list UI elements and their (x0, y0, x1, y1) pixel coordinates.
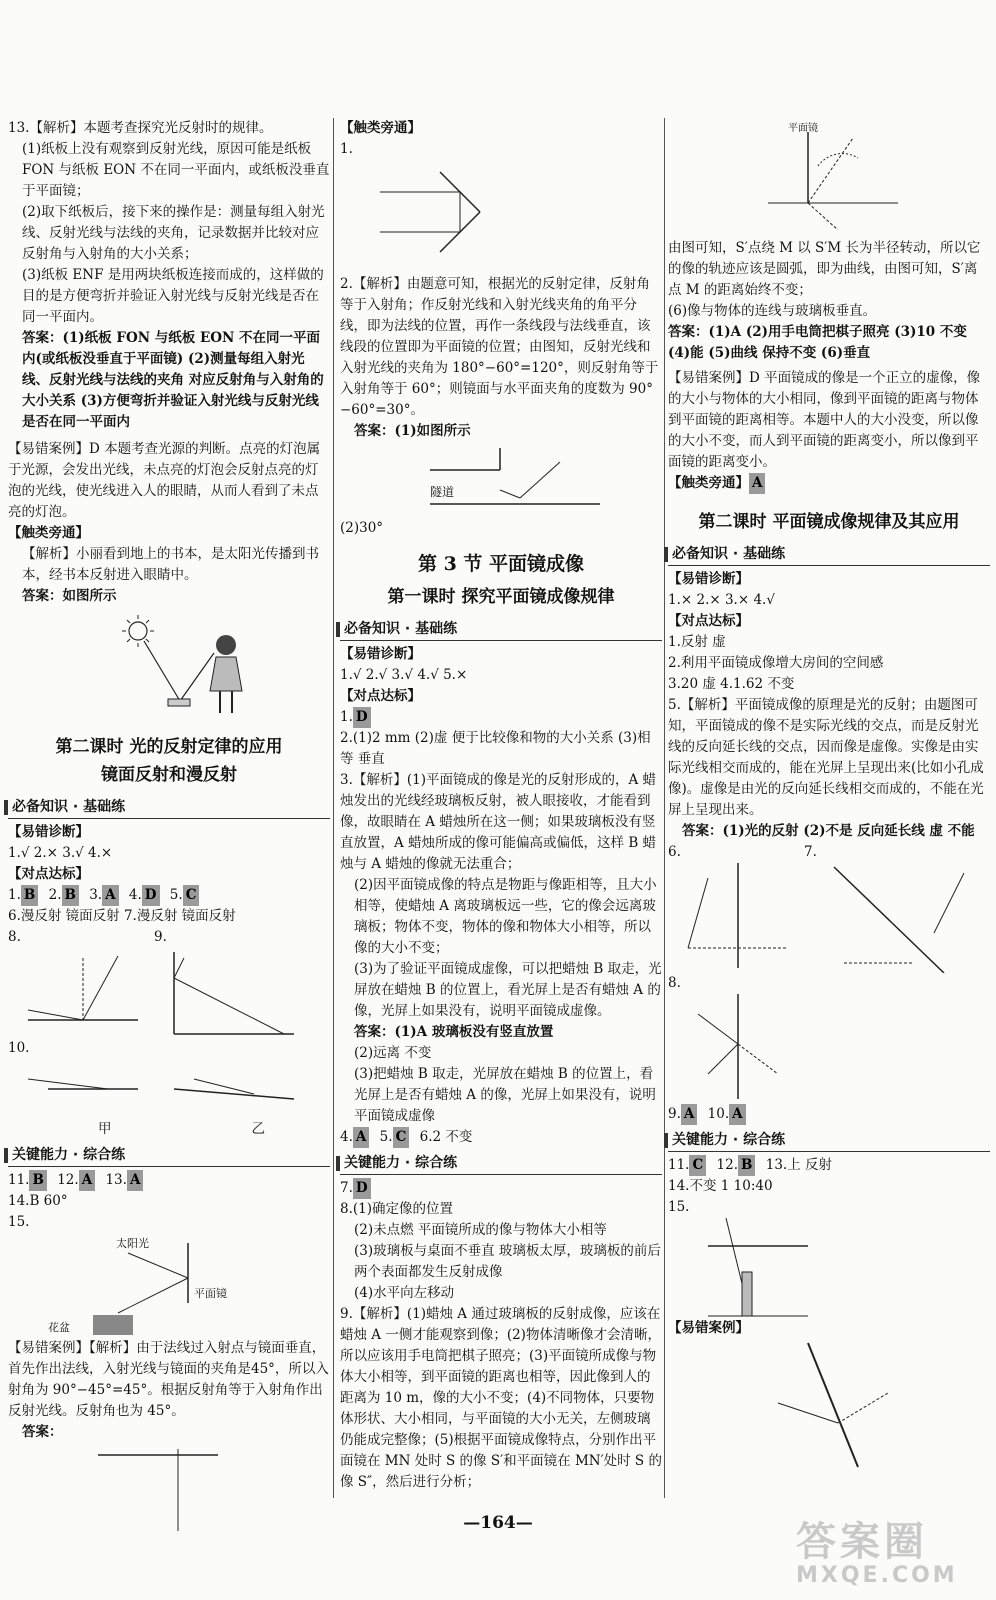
q13-line: (1)纸板上没有观察到反射光线，原因可能是纸板 FON 与纸板 EON 不在同一平面内，或纸板没垂直于平面镜； (22, 141, 330, 199)
q13-line: (2)取下纸板后，接下来的操作是：测量每组入射光线、反射光线与法线的夹角，记录数据并比较对应反射角与入射角的大小关系； (22, 204, 325, 262)
error-case2-title: 【易错案例】 (668, 1320, 749, 1336)
section-key: 关键能力 · 综合练 (668, 1130, 990, 1152)
q1-4-line: 1.反射 虚 (668, 634, 726, 650)
q1-label: 1. (340, 141, 353, 157)
q8-figure (8, 948, 148, 1038)
watermark (796, 1520, 986, 1590)
p1: 由图可知，S′点绕 M 以 S′M 长为半径转动，所以它的像的轨迹应该是圆弧，即为曲线，由图可知，S′离点 M 的距离始终不变； (668, 240, 981, 298)
error-case2: 【易错案例】【解析】由于法线过入射点与镜面垂直，首先作出法线，入射光线与镜面的夹角是45°，所以入射角为 90°−45°=45°。根据反射角等于入射角作出反射光线。反射角也为 45°。 (8, 1340, 329, 1419)
error-case2-figure (668, 1339, 990, 1469)
fig10-label-b: 乙 (251, 1121, 265, 1137)
column-divider-2 (664, 118, 665, 1498)
q2-text: 2.【解析】由题意可知，根据光的反射定律，反射角等于入射角；作反射光线和入射光线夹角的角平分线，即为法线的位置，再作一条线段与法线垂直，该线段的位置即为平面镜的位置；由图知，反射光线和入射光线的夹角为 180°−60°=120°，则反射角等于入射角等于 60°；则镜面与水平面夹角的度数为 90°−60°=30°。 (340, 276, 659, 418)
section-basic: 必备知识 · 基础练 (340, 619, 662, 641)
error-case: 【易错案例】D 平面镜成的像是一个正立的虚像，像的大小与物体的大小相同，像到平面镜的距离与物体到平面镜的距离相等。本题中人的大小没变，所以像的大小不变，而人到平面镜的距离变小，所以像到平面镜的距离变小。 (668, 370, 981, 470)
fig10-label-a: 甲 (98, 1121, 112, 1137)
answer: 答案：(1)A (2)用手电筒把棋子照亮 (3)10 不变 (4)能 (5)曲线 保持不变 (6)垂直 (668, 324, 967, 361)
section-key: 关键能力 · 综合练 (8, 1145, 330, 1167)
q7-answer: 7. D (340, 1178, 662, 1199)
q7-figure (804, 863, 974, 973)
lesson2-title-line2: 镜面反射和漫反射 (101, 765, 237, 785)
q2-answer: 答案：(1)如图所示 (354, 423, 471, 439)
q14-answer: 14.B 60° (8, 1193, 68, 1209)
q14-answer: 14.不变 1 10:40 (668, 1178, 773, 1194)
mc-answers-row: 1. B 2. B 3. A 4. D 5. C (8, 885, 330, 906)
lesson1-title: 第一课时 探究平面镜成像规律 (387, 587, 615, 607)
q15-figure (38, 1233, 288, 1338)
column-right (668, 118, 990, 1469)
q13-line: 13.【解析】本题考查探究光反射时的规律。 (8, 120, 273, 136)
easy-diag-answers: 1.× 2.× 3.× 4.√ (668, 592, 775, 608)
section-basic: 必备知识 · 基础练 (8, 797, 330, 819)
q3-answer: (3)把蜡烛 B 取走，光屏放在蜡烛 B 的位置上，看光屏上是否有蜡烛 A 的像，光屏上如果没有，说明平面镜成虚像 (354, 1066, 656, 1124)
q1-4-line: 2.利用平面镜成像增大房间的空间感 (668, 655, 884, 671)
q8-label: 8. (8, 929, 21, 945)
error-case: 【易错案例】D 本题考查光源的判断。点亮的灯泡属于光源，会发出光线，未点亮的灯泡会反射点亮的灯泡的光线，使光线进入人的眼睛，从而人看到了未点亮的灯泡。 (8, 441, 321, 520)
touch-text: 【解析】小丽看到地上的书本，是太阳光传播到书本，经书本反射进入眼睛中。 (22, 546, 319, 583)
q6-figure (668, 863, 798, 973)
q13-line: (3)纸板 ENF 是用两块纸板连接而成的，这样做的目的是方便弯折并验证入射光线与反射光线是否在同一平面内。 (22, 267, 324, 325)
touch-title: 【触类旁通】 (340, 120, 421, 136)
mc-answers-row2: 11. C 12. B 13.上 反射 (668, 1155, 990, 1176)
touch-answer: 答案：如图所示 (22, 588, 117, 604)
touch: 【触类旁通】 A (668, 473, 990, 494)
fig15-sun-label: 太阳光 (116, 1237, 149, 1250)
easy-diag-title: 【易错诊断】 (8, 824, 89, 840)
mc-answers-row: 9. A 10. A (668, 1104, 990, 1125)
q9-label: 9. (154, 929, 167, 945)
watermark-line2: MXQE.COM (796, 1563, 958, 1588)
q2-tunnel-figure (340, 442, 662, 518)
q8-line: 8.(1)确定像的位置 (340, 1201, 454, 1217)
sun-book-girl-figure (8, 609, 330, 719)
q8-line: (2)未点燃 平面镜所成的像与物体大小相等 (354, 1222, 607, 1238)
fig15-mirror-label: 平面镜 (194, 1287, 227, 1300)
easy-diag-answers: 1.√ 2.√ 3.√ 4.√ 5.× (340, 667, 468, 683)
mc-answers-row: 4. A 5. C 6.2 不变 (340, 1127, 662, 1148)
error-case2-answer: 答案： (22, 1424, 63, 1440)
q8-figure (668, 994, 990, 1104)
q15-figure (668, 1218, 990, 1318)
touch-title: 【触类旁通】 (8, 525, 89, 541)
mc-answers-row2: 11. B 12. A 13. A (8, 1170, 330, 1191)
section-title: 第 3 节 平面镜成像 (417, 553, 585, 575)
q8-line: (3)玻璃板与桌面不垂直 玻璃板太厚，玻璃板的前后两个表面都发生反射成像 (354, 1243, 661, 1280)
q15-label: 15. (8, 1214, 30, 1230)
q5-text: 5.【解析】平面镜成像的原理是光的反射；由题图可知，平面镜成的像不是实际光线的交点，而是反射光线的反向延长线的交点，因而像是虚像。实像是由实际光线相交而成的，能在光屏上呈现出来(比如小孔成像)。虚像是由光的反向延长线相交而成的，不能在光屏上呈现出来。 (668, 697, 984, 818)
q5-answer: 答案：(1)光的反射 (2)不是 反向延长线 虚 不能 (682, 823, 975, 839)
target-title: 【对点达标】 (668, 613, 749, 629)
easy-diag-title: 【易错诊断】 (668, 571, 749, 587)
q9-figure (154, 948, 304, 1038)
column-left (8, 118, 330, 1533)
target-title: 【对点达标】 (8, 866, 89, 882)
q1-figure (340, 162, 662, 272)
q2-answer2: (2)30° (340, 520, 384, 536)
tunnel-label: 隧道 (430, 485, 455, 499)
fig-top-title: 平面镜 (788, 123, 818, 134)
q1-4-line: 3.20 虚 4.1.62 不变 (668, 676, 795, 692)
easy-diag-answers: 1.√ 2.× 3.√ 4.× (8, 845, 113, 861)
q6-label: 6. (668, 844, 681, 860)
q10-figure-a (8, 1059, 148, 1119)
column-divider-1 (333, 118, 334, 1498)
q8-label: 8. (668, 975, 681, 991)
section-key: 关键能力 · 综合练 (340, 1153, 662, 1175)
q3-line: 3.【解析】(1)平面镜成的像是光的反射形成的，A 蜡烛发出的光线经玻璃板反射，被人眼接收，才能看到像，故眼睛在 A 蜡烛所在这一侧；如果玻璃板没有竖直放置，A 蜡烛所成的像可能偏高或偏低，这样 B 蜡烛与 A 蜡烛的像就无法重合； (340, 772, 657, 872)
page-number: —164— (463, 1513, 533, 1533)
q3-answer: (2)远离 不变 (354, 1045, 432, 1061)
section-basic: 必备知识 · 基础练 (668, 544, 990, 566)
q13-answer: 答案：(1)纸板 FON 与纸板 EON 不在同一平面内(或纸板没垂直于平面镜) (2)测量每组入射光线、反射光线与法线的夹角 对应反射角与入射角的大小关系 (3)方便弯折并验证入射光线与反射光线是否在同一平面内 (22, 330, 324, 430)
q6-7-answer: 6.漫反射 镜面反射 7.漫反射 镜面反射 (8, 908, 236, 924)
q3-answer: 答案：(1)A 玻璃板没有竖直放置 (354, 1024, 554, 1040)
q1a-answer: 1. D (340, 707, 662, 728)
p2: (6)像与物体的连线与玻璃板垂直。 (668, 303, 877, 319)
lesson2-title: 第二课时 平面镜成像规律及其应用 (698, 512, 960, 532)
easy-diag-title: 【易错诊断】 (340, 646, 421, 662)
q3-line: (2)因平面镜成像的特点是物距与像距相等，且大小相等，使蜡烛 A 离玻璃板远一些，它的像会远离玻璃板；物体不变，物体的像和物体大小相等，所以像的大小不变； (354, 877, 657, 956)
q10-label: 10. (8, 1040, 30, 1056)
target-title: 【对点达标】 (340, 688, 421, 704)
q8-line: (4)水平向左移动 (354, 1285, 455, 1301)
q7-label: 7. (804, 844, 817, 860)
q9-text: 9.【解析】(1)蜡烛 A 通过玻璃板的反射成像，应该在蜡烛 A 一侧才能观察到像；(2)物体清晰像才会清晰，所以应该用手电筒把棋子照亮；(3)平面镜所成像与物体大小相等，到平面镜的距离也相等，因此像到人的距离为 10 m，像的大小不变；(4)不同物体，只要物体形状、大小相同，与平面镜的大小无关，左侧玻璃仍能成完整像；(5)根据平面镜成像特点，分别作出平面镜在 MN 处时 S 的像 S′和平面镜在 MN′处时 S 的像 S″，然后进行分析； (340, 1306, 662, 1490)
q10-figure-b (154, 1059, 304, 1119)
fig15-pot-label: 花盆 (48, 1321, 70, 1334)
q2a-answer: 2.(1)2 mm (2)虚 便于比较像和物的大小关系 (3)相等 垂直 (340, 730, 651, 767)
watermark-line1: 答案圈 (796, 1519, 928, 1565)
rotating-mirror-figure (668, 118, 990, 238)
lesson2-title-line1: 第二课时 光的反射定律的应用 (55, 737, 283, 757)
q3-line: (3)为了验证平面镜成虚像，可以把蜡烛 B 取走，光屏放在蜡烛 B 的位置上，看光屏上是否有蜡烛 A 的像，光屏上如果没有，说明平面镜成虚像。 (354, 961, 662, 1019)
column-middle (340, 118, 662, 1493)
q15-label: 15. (668, 1199, 690, 1215)
